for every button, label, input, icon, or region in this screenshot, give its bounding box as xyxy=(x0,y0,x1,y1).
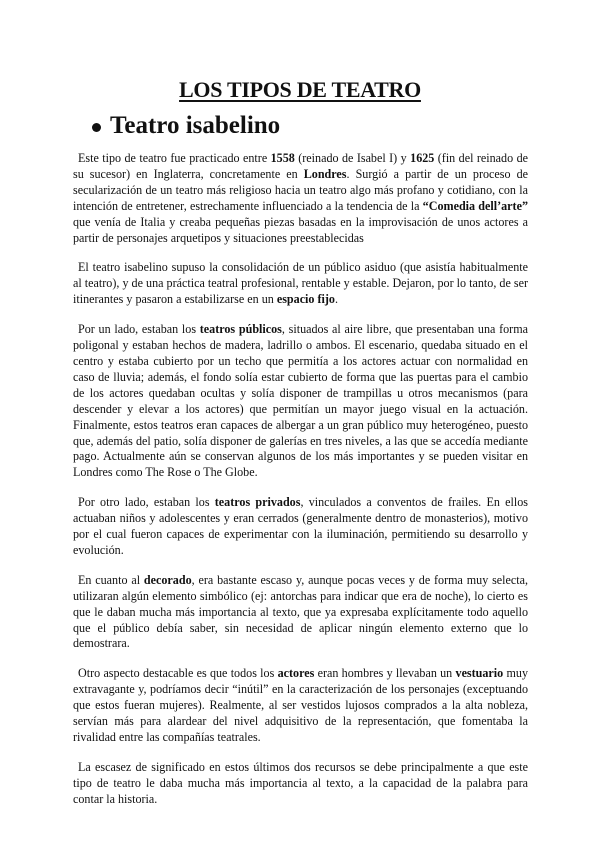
paragraph-1: Este tipo de teatro fue practicado entre 1558 (reinado de Isabel I) y 1625 (fin del reinado de su sucesor) en Inglaterra, concretamente en Londres. Surgió a partir de un proceso de secularización de un teatro más religioso hacia un teatro algo más profano y cotidiano, con la intención de entretener, estrechamente influenciado a la tendencia de la “Comedia dell’arte” que venía de Italia y creaba pequeñas piezas basadas en la improvisación de unos actores a partir de personajes arquetipos y situaciones preestablecidas xyxy=(73,151,528,245)
page-title: LOS TIPOS DE TEATRO xyxy=(179,77,421,102)
paragraph-5: En cuanto al decorado, era bastante escaso y, aunque pocas veces y de forma muy selecta, utilizaran algún elemento simbólico (ej: antorchas para indicar que era de noche), lo cierto es que le daban mucha más importancia al texto, que ya expresaba explícitamente todo aquello que el público debía saber, sin necesidad de aplicar ningún elemento externo que lo demostrara. xyxy=(73,572,529,651)
document-body xyxy=(73,151,528,822)
section-heading xyxy=(92,112,280,140)
paragraph-3: Por un lado, estaban los teatros públicos, situados al aire libre, que presentaban una forma poligonal y estaban hechos de madera, ladrillo o ambos. El escenario, quedaba situado en el centro y estaba cubierto por un techo que permitía a los actores actuar con normalidad en caso de lluvia; además, el fondo solía estar cubierto de forma que las puertas para el cambio de los actores quedaban ocultas y solía disponer de trampillas u otros mecanismos (para descender y elevar a los actores) que permitían un mayor juego visual en la actuación. Finalmente, estos teatros eran capaces de albergar a un gran público muy heterogéneo, puesto que, además del patio, solía disponer de galerías en tres niveles, a las que se accedía mediante pago. Actualmente aún se conservan algunos de los más importantes y se pueden visitar en Londres como The Rose o The Globe. xyxy=(73,322,528,480)
paragraph-2: El teatro isabelino supuso la consolidación de un público asiduo (que asistía habitualmente al teatro), y de una práctica teatral profesional, rentable y estable. Dejaron, por lo tanto, de ser itinerantes y pasaron a estabilizarse en un espacio fijo. xyxy=(73,260,528,307)
section-heading-text: Teatro isabelino xyxy=(110,112,281,139)
paragraph-7: La escasez de significado en estos últimos dos recursos se debe principalmente a que este tipo de teatro le daba mucha más importancia al texto, a la capacidad de la palabra para contar la historia. xyxy=(73,759,528,806)
paragraph-6: Otro aspecto destacable es que todos los actores eran hombres y llevaban un vestuario muy extravagante y, podríamos decir “inútil” en la caracterización de los personajes (exceptuando que estos fueran mujeres). Realmente, al ser vestidos lujosos comprados a la alta nobleza, servían más para alardear del nivel adquisitivo de la representación, que fomentaba la rivalidad entre las compañías teatrales. xyxy=(73,666,528,744)
bullet-icon xyxy=(92,123,101,132)
paragraph-4: Por otro lado, estaban los teatros privados, vinculados a conventos de frailes. En ellos actuaban niños y adolescentes y eran cerrados (generalmente dentro de monasterios), motivo por el cual fueron capaces de experimentar con la iluminación, permitiendo su desarrollo y evolución. xyxy=(73,495,528,557)
